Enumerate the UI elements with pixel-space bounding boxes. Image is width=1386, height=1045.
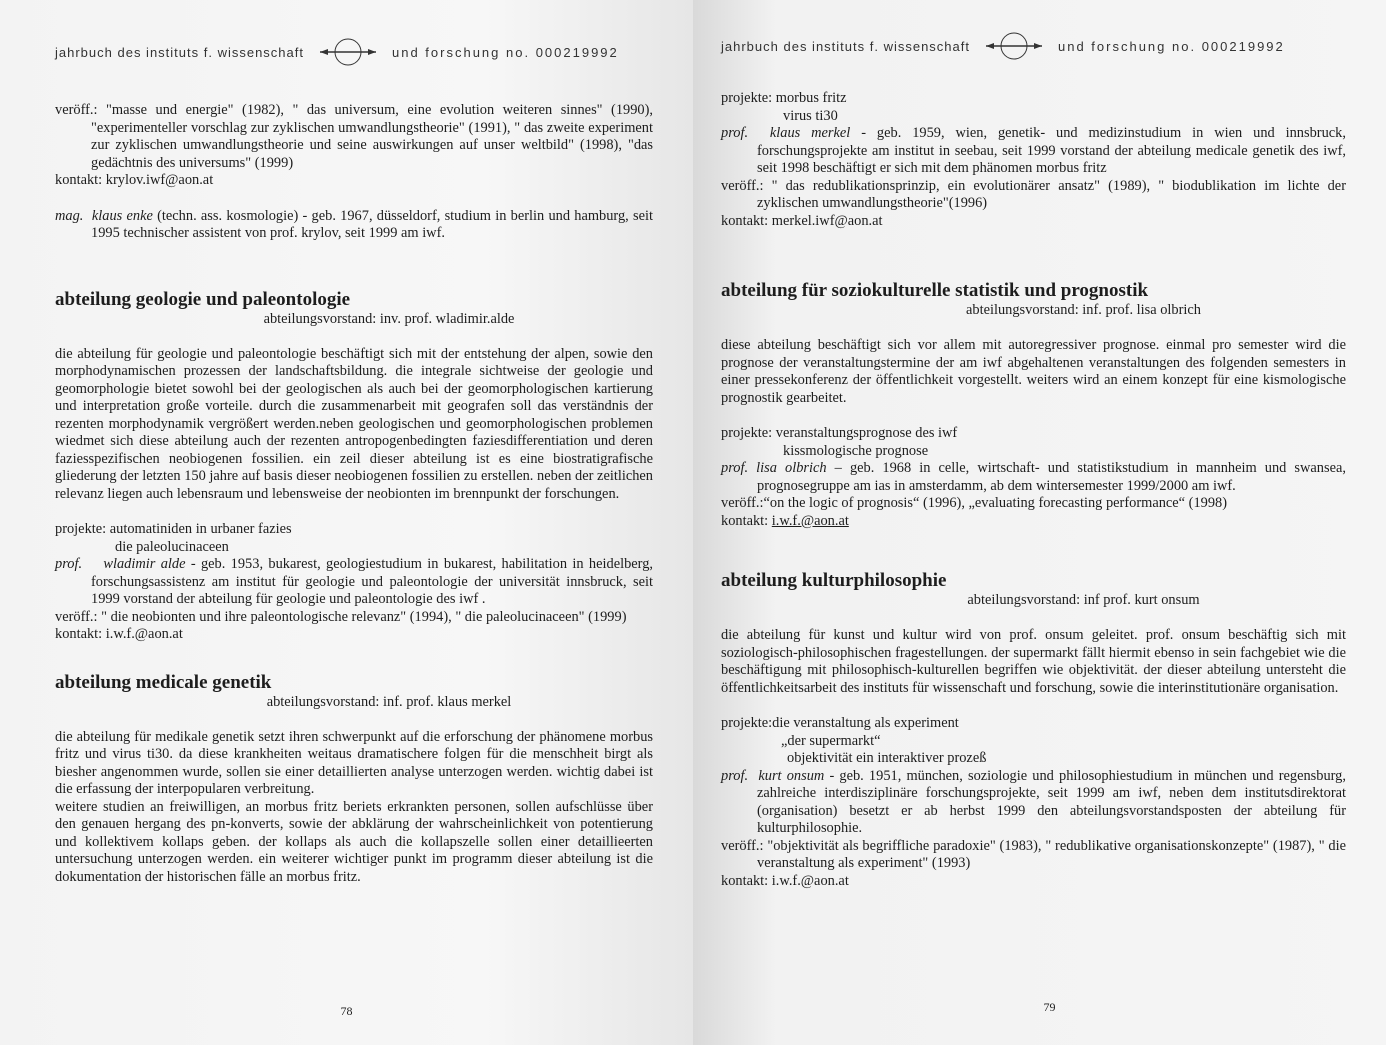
veroff: veröff.: "objektivität als begriffliche paradoxie" (1983), " redublikative organisationskonzepte" (1987), " die veranstaltung als experiment" (1993) <box>721 837 1346 871</box>
kontakt: kontakt: i.w.f.@aon.at <box>55 626 183 642</box>
section-body: diese abteilung beschäftigt sich vor allem mit autoregressiver prognose. einmal pro semester wird die prognose der veranstaltungstermine der am iwf abgehaltenen veranstaltungen des folgenden semesters in einer pressekonferenz der öffentlichkeit vorgestellt. weiters wird an einem konzept für eine kismologische prognostik gearbeitet. <box>721 337 1346 406</box>
veroff-krylov: veröff.: "masse und energie" (1982), " das universum, eine evolution weiteren sinnes" (1990), "experimenteller vorschlag zur zyklischen umwandlungstheorie" (1991), " das zweite experiment zur zyklischen umwandlungstheorie und seine auswirkungen auf unser weltbild" (1998), "das gedächtnis des universums" (1999) <box>55 102 653 171</box>
header-title-right: und forschung no. 000219992 <box>1058 38 1285 54</box>
prof-bio: prof. wladimir alde - geb. 1953, bukarest, geologiestudium in bukarest, habilitation in heidelberg, forschungsassistenz am institut für geologie und paleontologie der universität innsbruck, seit 1999 vorstand der abteilung für geologie und paleontologie des iwf . <box>55 556 653 607</box>
section-vorstand: abteilungsvorstand: inf. prof. lisa olbrich <box>965 302 1201 318</box>
section-vorstand: abteilungsvorstand: inf prof. kurt onsum <box>967 592 1200 608</box>
section-medicale-genetik-cont: projekte: morbus fritz virus ti30 prof. klaus merkel - geb. 1959, wien, genetik- und medizinstudium in wien und innsbruck, forschungsprojekte am institut in seebau, seit 1999 vorstand der abteilung medicale genetik des iwf, seit 1998 beschäftigt er sich mit dem phänomen morbus fritz veröff.: " das redublikationsprinzip, ein evolutionärer ansatz" (1989), " biodublikation im lichte der zyklischen umwandlungstheorie"(1996) kontakt: merkel.iwf@aon.at <box>721 90 1346 229</box>
page-number: 79 <box>1043 1000 1056 1014</box>
section-heading: abteilung für soziokulturelle statistik und prognostik <box>721 280 1149 301</box>
page-right <box>693 0 1386 1045</box>
kontakt: kontakt: merkel.iwf@aon.at <box>721 212 883 229</box>
header-title-left: jahrbuch des instituts f. wissenschaft <box>721 38 970 54</box>
section-heading: abteilung geologie und paleontologie <box>55 288 351 310</box>
projekte: projekte:die veranstaltung als experiment <box>721 715 959 731</box>
entry-enke: mag. klaus enke (techn. ass. kosmologie) - geb. 1967, düsseldorf, studium in berlin und hamburg, seit 1995 technischer assistent von prof. krylov, seit 1999 am iwf. <box>55 207 653 241</box>
person-name: klaus enke <box>91 207 153 224</box>
running-head-right <box>721 32 1346 60</box>
projekte: projekte: morbus fritz <box>721 90 847 106</box>
header-title-left: jahrbuch des instituts f. wissenschaft <box>55 44 304 60</box>
section-vorstand: abteilungsvorstand: inv. prof. wladimir.alde <box>263 310 515 327</box>
kontakt: kontakt: i.w.f.@aon.at <box>721 512 849 529</box>
veroff: veröff.: " das redublikationsprinzip, ein evolutionärer ansatz" (1989), " biodublikation im lichte der zyklischen umwandlungstheorie"(1996) <box>721 177 1346 211</box>
section-body: die abteilung für geologie und paleontologie beschäftigt sich mit der entstehung der alpen, sowie den morphodynamischen prozessen der landschaftsbildung. die integrale sichtweise der geologie und geomorphologie bietet sowohl bei der geologischen als auch bei der geomorphologischen kartierung und interpretation große vorteile. durch die zusammenarbeit mit geografen soll das verständnis der rezenten morphodynamik vergrößert werden.neben geologischen und geomorphologischen problemen wiedmet sich diese abteilung auch der rezenten antropogenbedingten faziesdifferentiation und deren faziesspezifischen neobiogenen fossilien. ein zeil dieser abteilung ist es eine biostratigrafische gliederung der letzten 150 jahre auf basis dieser neobiogenen fossilien zu erstellen. neben der zeitlichen relevanz liegen auch lebensraum und lebensweise der neobionten im brennpunkt der forschungen. <box>55 345 653 502</box>
compass-emblem-icon <box>318 37 378 67</box>
section-geologie: abteilung geologie und paleontologie abteilungsvorstand: inv. prof. wladimir.alde die abteilung für geologie und paleontologie beschäftigt sich mit der entstehung der alpen, sowie den morphodynamischen prozessen der landschaftsbildung. die integrale sichtweise der geologie und geomorphologie bietet sowohl bei der geologischen als auch bei der geomorphologischen kartierung und interpretation große vorteile. durch die zusammenarbeit mit geografen soll das verständnis der rezenten morphodynamik vergrößert werden.neben geologischen und geomorphologischen problemen wiedmet sich diese abteilung auch der rezenten antropogenbedingten faziesdifferentiation und deren faziesspezifischen neobiogenen fossilien. ein zeil dieser abteilung ist es eine biostratigrafische gliederung der letzten 150 jahre auf basis dieser neobiogenen fossilien zu erstellen. neben der zeitlichen relevanz liegen auch lebensraum und lebensweise der neobionten im brennpunkt der forschungen. projekte: automatiniden in urbaner fazies die paleolucinaceen prof. wladimir alde - geb. 1953, bukarest, geologiestudium in bukarest, habilitation in heidelberg, forschungsassistenz am institut für geologie und paleontologie der universität innsbruck, seit 1999 vorstand der abteilung für geologie und paleontologie des iwf . veröff.: " die neobionten und ihre paleontologische relevanz" (1994), " die paleolucinaceen" (1999) kontakt: i.w.f.@aon.at <box>55 288 653 642</box>
kontakt-krylov: kontakt: krylov.iwf@aon.at <box>55 172 214 188</box>
kontakt: kontakt: i.w.f.@aon.at <box>721 872 849 889</box>
section-soziokulturelle-statistik: abteilung für soziokulturelle statistik und prognostik abteilungsvorstand: inf. prof. lisa olbrich diese abteilung beschäftigt sich vor allem mit autoregressiver prognose. einmal pro semester wird die prognose der veranstaltungstermine der am iwf abgehaltenen veranstaltungen des folgenden semesters in einer pressekonferenz der öffentlichkeit vorgestellt. weiters wird an einem konzept für eine kismologische prognostik gearbeitet. projekte: veranstaltungsprognose des iwf kissmologische prognose prof. lisa olbrich – geb. 1968 in celle, wirtschaft- und statistikstudium in mannheim und swansea, prognosegruppe am ias in amsterdamm, ab dem wintersemester 1999/2000 am iwf. veröff.:“on the logic of prognosis“ (1996), „evaluating forecasting performance“ (1998) kontakt: i.w.f.@aon.at <box>721 280 1346 529</box>
section-body: die abteilung für medikale genetik setzt ihren schwerpunkt auf die erforschung der phänomene morbus fritz und virus ti30. da diese krankheiten weitaus dramatischere folgen für die menschheit birgt als biesher angenommen wurde, sollen sie einer detaillierten analyse unterzogen werden. wichtig dabei ist die erfassung der interpopularen verbreitung. <box>55 728 653 797</box>
projekte: projekte: automatiniden in urbaner fazies <box>55 521 292 537</box>
section-vorstand: abteilungsvorstand: inf. prof. klaus merkel <box>266 693 512 710</box>
veroff: veröff.:“on the logic of prognosis“ (1996), „evaluating forecasting performance“ (1998) <box>721 495 1228 511</box>
section-kulturphilosophie: abteilung kulturphilosophie abteilungsvorstand: inf prof. kurt onsum die abteilung für kunst und kultur wird von prof. onsum geleitet. prof. onsum beschäftig sich mit soziologisch-philosophischen fragestellungen. der supermarkt fällt hiermit ebenso in sein fachgebiet wie die beschäftigung mit philosophisch-kulturellen begriffen wie objektivität. der dieser abteilung untersteht die öffentlichkeitsarbeit des instituts für wissenschaft und forschung, sowie die interinstitutionäre organisation. projekte:die veranstaltung als experiment „der supermarkt“ objektivität ein interaktiver prozeß prof. kurt onsum - geb. 1951, münchen, soziologie und philosophiestudium in münchen und regensburg, zahlreiche interdisziplinäre forschungsprojekte, seit 1999 am iwf, neben dem institutsdirektorat (organisation) besetzt er ab herbst 1999 den abteilungsvorstandsposten der abteilung für kulturphilosophie. veröff.: "objektivität als begriffliche paradoxie" (1983), " redublikative organisationskonzepte" (1987), " die veranstaltung als experiment" (1993) kontakt: i.w.f.@aon.at <box>721 570 1346 889</box>
section-body-2: weitere studien an freiwilligen, an morbus fritz beriets erkrankten personen, sollen aufschlüsse über den genauen hergang des pn-konverts, sowie der abklärung der wahrscheinlichkeit von potentierung und kollektivem kollaps geben. der kollaps als auch die kollapszelle sollen einer detaillieerten untersuchung unterzogen werden. ein weiterer wichtiger punkt im programm dieser abteilung ist die dokumentation der historischen fälle an morbus fritz. <box>55 798 653 885</box>
section-medicale-genetik <box>55 672 653 887</box>
section-heading: abteilung medicale genetik <box>55 671 272 693</box>
kontakt-link[interactable]: i.w.f.@aon.at <box>771 512 849 529</box>
projekte: projekte: veranstaltungsprognose des iwf <box>721 425 958 441</box>
section-heading: abteilung kulturphilosophie <box>721 570 947 591</box>
section-body: die abteilung für kunst und kultur wird von prof. onsum geleitet. prof. onsum beschäftig sich mit soziologisch-philosophischen fragestellungen. der supermarkt fällt hiermit ebenso in sein fachgebiet wie die beschäftigung mit philosophisch-kulturellen begriffen wie objektivität. der dieser abteilung untersteht die öffentlichkeitsarbeit des instituts für wissenschaft und forschung, sowie die interinstitutionäre organisation. <box>721 627 1346 696</box>
running-head-left <box>55 38 653 66</box>
prof-bio: prof. kurt onsum - geb. 1951, münchen, soziologie und philosophiestudium in münchen und regensburg, zahlreiche interdisziplinäre forschungsprojekte, seit 1999 am iwf, neben dem institutsdirektorat (organisation) besetzt er ab herbst 1999 den abteilungsvorstandsposten der abteilung für kulturphilosophie. <box>721 767 1346 836</box>
prof-bio: prof. lisa olbrich – geb. 1968 in celle, wirtschaft- und statistikstudium in mannheim und swansea, prognosegruppe am ias in amsterdamm, ab dem wintersemester 1999/2000 am iwf. <box>721 460 1346 494</box>
prof-bio: prof. klaus merkel - geb. 1959, wien, genetik- und medizinstudium in wien und innsbruck, forschungsprojekte am institut in seebau, seit 1999 vorstand der abteilung medicale genetik des iwf, seit 1998 beschäftigt er sich mit dem phänomen morbus fritz <box>721 125 1346 176</box>
header-title-right: und forschung no. 000219992 <box>392 44 619 60</box>
compass-emblem-icon <box>984 31 1044 61</box>
veroff: veröff.: " die neobionten und ihre paleontologische relevanz" (1994), " die paleolucinaceen" (1999) <box>55 608 627 625</box>
page-number: 78 <box>340 1004 353 1018</box>
entry-krylov <box>55 102 653 190</box>
